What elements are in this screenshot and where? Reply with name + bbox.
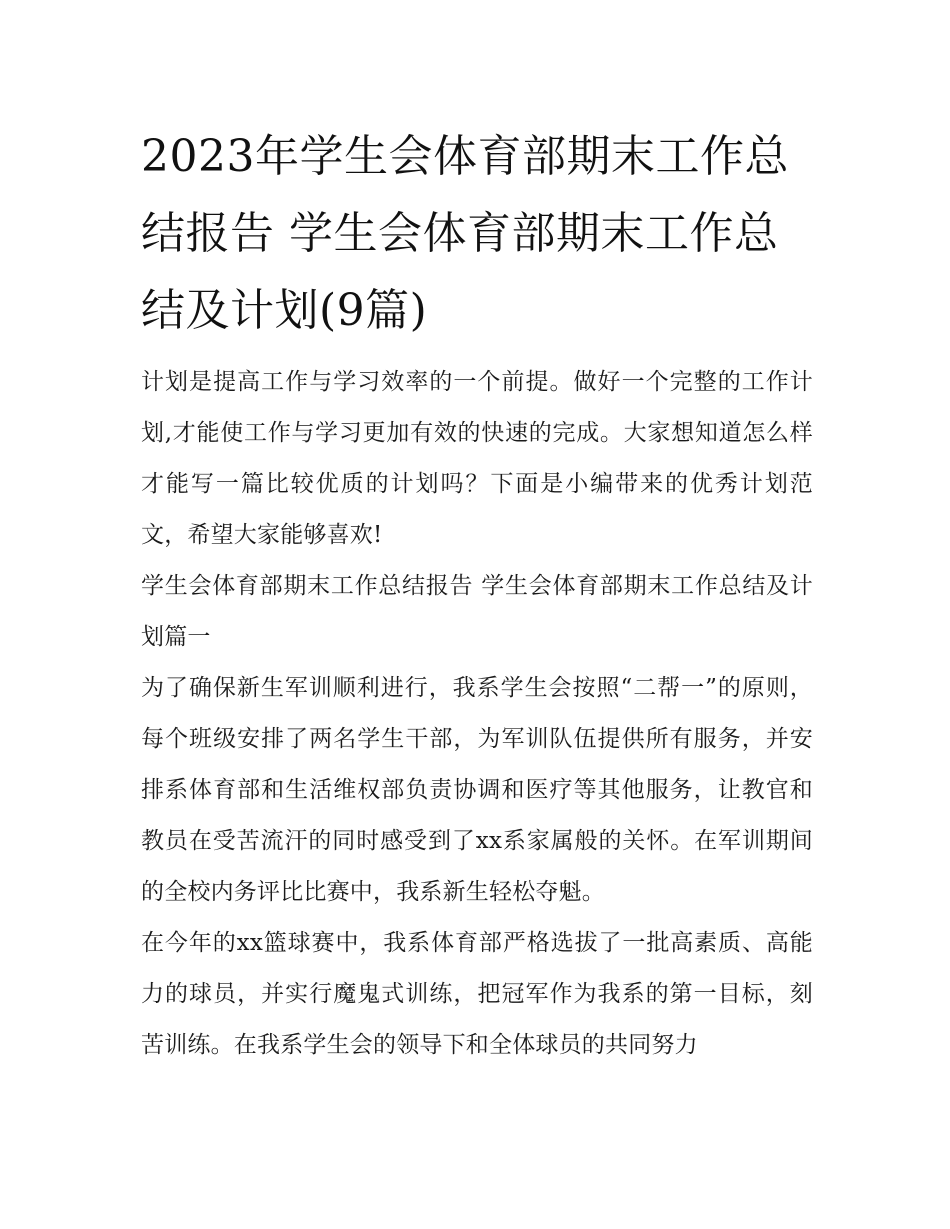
document-body <box>141 357 813 1071</box>
body-paragraph: 为了确保新生军训顺利进行，我系学生会按照“二帮一”的原则，每个班级安排了两名学生干部，为军训队伍提供所有服务，并安排系体育部和生活维权部负责协调和医疗等其他服务，让教官和教员在受苦流汗的同时感受到了xx系家属般的关怀。在军训期间的全校内务评比比赛中，我系新生轻松夺魁。 <box>141 675 813 905</box>
document-title: 2023年学生会体育部期末工作总结报告 学生会体育部期末工作总结及计划(9篇) <box>141 131 789 336</box>
document-page <box>141 118 813 1071</box>
intro-paragraph: 计划是提高工作与学习效率的一个前提。做好一个完整的工作计划,才能使工作与学习更加有效的快速的完成。大家想知道怎么样才能写一篇比较优质的计划吗？下面是小编带来的优秀计划范文，希望大家能够喜欢! <box>141 369 813 548</box>
section-heading: 学生会体育部期末工作总结报告 学生会体育部期末工作总结及计划篇一 <box>141 573 813 650</box>
body-paragraph: 在今年的xx篮球赛中，我系体育部严格选拔了一批高素质、高能力的球员，并实行魔鬼式训练，把冠军作为我系的第一目标，刻苦训练。在我系学生会的领导下和全体球员的共同努力 <box>141 930 813 1058</box>
